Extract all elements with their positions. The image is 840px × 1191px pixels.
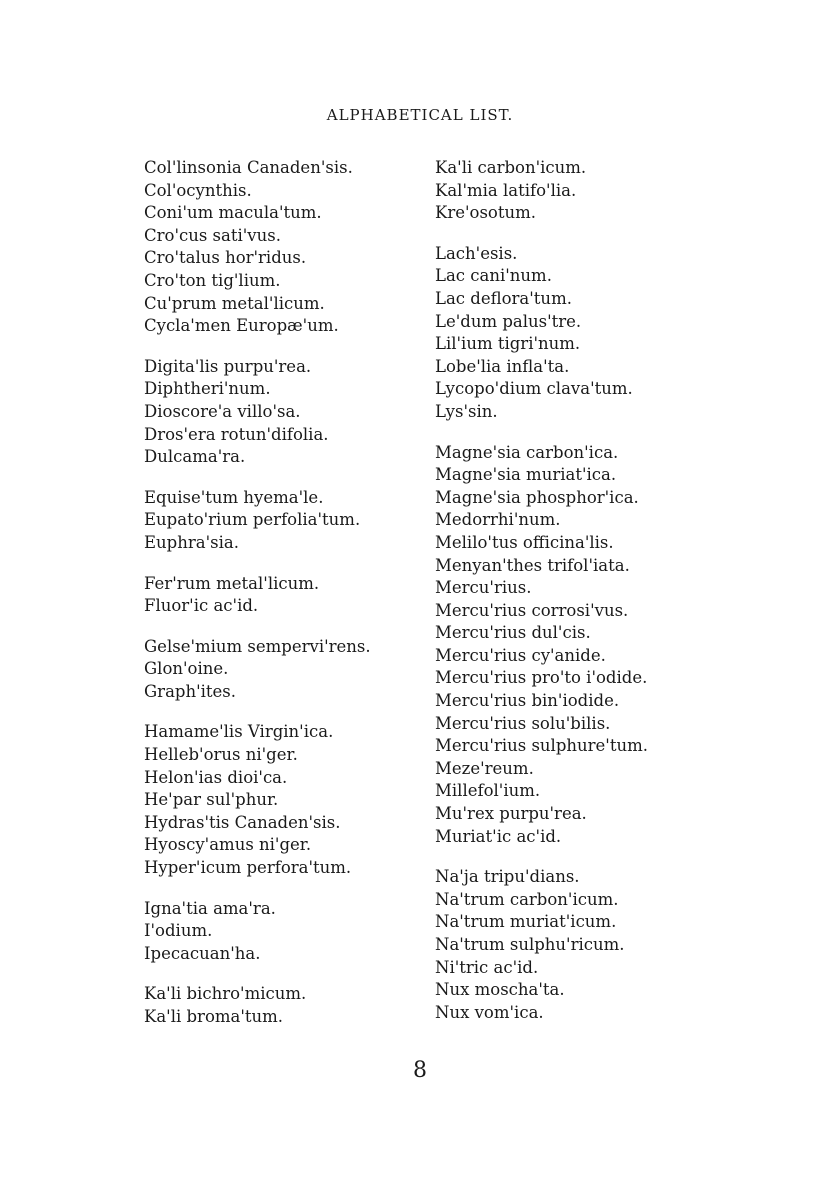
list-entry: Dioscore'a villo'sa. [144,401,301,421]
entry-group [144,721,404,879]
list-entry: Diphtheri'num. [144,379,271,399]
list-entry: Ka'li carbon'icum. [435,158,587,177]
list-entry: Cro'talus hor'ridus. [144,248,307,268]
list-entry: Fer'rum metal'licum. [144,573,320,593]
page-title: ALPHABETICAL LIST. [326,106,514,124]
entry-group [144,983,404,1028]
entry-group [144,157,404,338]
list-entry: Magne'sia carbon'ica. [435,442,619,462]
page-number: 8 [413,1058,427,1083]
list-entry: Helleb'orus ni'ger. [144,745,298,765]
entry-group [144,356,404,469]
list-entry: Ka'li broma'tum. [144,1007,284,1026]
left-column [144,157,404,1047]
list-entry: Lac cani'num. [435,266,552,286]
list-entry: Col'ocynthis. [144,180,252,200]
list-entry: Ka'li bichro'micum. [144,984,307,1004]
list-entry: Mercu'rius pro'to i'odide. [435,668,648,688]
list-entry: He'par sul'phur. [144,790,279,810]
list-entry: Mu'rex purpu'rea. [435,804,587,824]
list-entry: Magne'sia muriat'ica. [435,465,617,485]
list-entry: Meze'reum. [435,758,534,778]
list-entry: Nux vom'ica. [435,1002,544,1022]
list-entry: Mercu'rius. [435,578,532,598]
list-entry: Mercu'rius solu'bilis. [435,713,611,733]
list-entry: Helon'ias dioi'ca. [144,767,288,787]
list-entry: Kal'mia latifo'lia. [435,180,577,200]
list-entry: Mercu'rius corrosi'vus. [435,600,629,620]
list-entry: Digita'lis purpu'rea. [144,356,312,376]
list-entry: Mercu'rius sulphure'tum. [435,736,648,756]
list-entry: Hamame'lis Virgin'ica. [144,722,334,742]
entry-group [144,573,404,618]
list-entry: Fluor'ic ac'id. [144,596,259,616]
right-column [435,157,725,1042]
list-entry: Hyper'icum perfora'tum. [144,858,352,878]
list-entry: Na'trum sulphu'ricum. [435,935,625,954]
list-entry: Coni'um macula'tum. [144,203,322,223]
list-entry: Muriat'ic ac'id. [435,826,562,846]
list-entry: Lil'ium tigri'num. [435,334,581,354]
list-entry: Lach'esis. [435,243,518,263]
list-entry: Col'linsonia Canaden'sis. [144,158,353,177]
list-entry: Mercu'rius dul'cis. [435,623,591,643]
list-entry: Glon'oine. [144,659,229,679]
list-entry: Mercu'rius bin'iodide. [435,691,620,711]
list-entry: Medorrhi'num. [435,510,561,530]
list-entry: Ipecacuan'ha. [144,943,261,963]
entry-group [435,157,725,225]
list-entry: Cro'ton tig'lium. [144,270,281,290]
list-entry: Lac deflora'tum. [435,288,572,308]
list-entry: Na'trum muriat'icum. [435,912,617,932]
list-entry: Cu'prum metal'licum. [144,293,325,313]
list-entry: Gelse'mium sempervi'rens. [144,636,371,656]
entry-group [435,442,725,849]
list-entry: Eupato'rium perfolia'tum. [144,510,361,530]
entry-group [144,898,404,966]
list-entry: Euphra'sia. [144,532,239,552]
list-entry: Hydras'tis Canaden'sis. [144,812,341,832]
list-entry: Equise'tum hyema'le. [144,487,324,507]
list-entry: Mercu'rius cy'anide. [435,645,606,665]
list-entry: Cro'cus sati'vus. [144,225,281,245]
entry-group [144,487,404,555]
list-entry: Cycla'men Europæ'um. [144,316,339,336]
list-entry: Lycopo'dium clava'tum. [435,379,633,399]
list-entry: Na'ja tripu'dians. [435,867,580,887]
entry-group [435,243,725,424]
entry-group [144,636,404,704]
list-entry: Igna'tia ama'ra. [144,898,276,918]
list-entry: Dros'era rotun'difolia. [144,424,329,444]
list-entry: Hyoscy'amus ni'ger. [144,835,312,855]
list-entry: Melilo'tus officina'lis. [435,532,614,552]
entry-group [435,866,725,1024]
list-entry: I'odium. [144,921,213,941]
list-entry: Menyan'thes trifol'iata. [435,555,630,575]
list-entry: Na'trum carbon'icum. [435,889,619,909]
list-entry: Lobe'lia infla'ta. [435,356,570,376]
list-entry: Graph'ites. [144,681,237,701]
list-entry: Ni'tric ac'id. [435,957,539,977]
list-entry: Le'dum palus'tre. [435,311,582,331]
list-entry: Dulcama'ra. [144,447,246,467]
list-entry: Lys'sin. [435,401,498,421]
list-entry: Magne'sia phosphor'ica. [435,487,639,507]
list-entry: Millefol'ium. [435,781,541,801]
list-entry: Nux moscha'ta. [435,980,565,1000]
list-entry: Kre'osotum. [435,203,536,223]
